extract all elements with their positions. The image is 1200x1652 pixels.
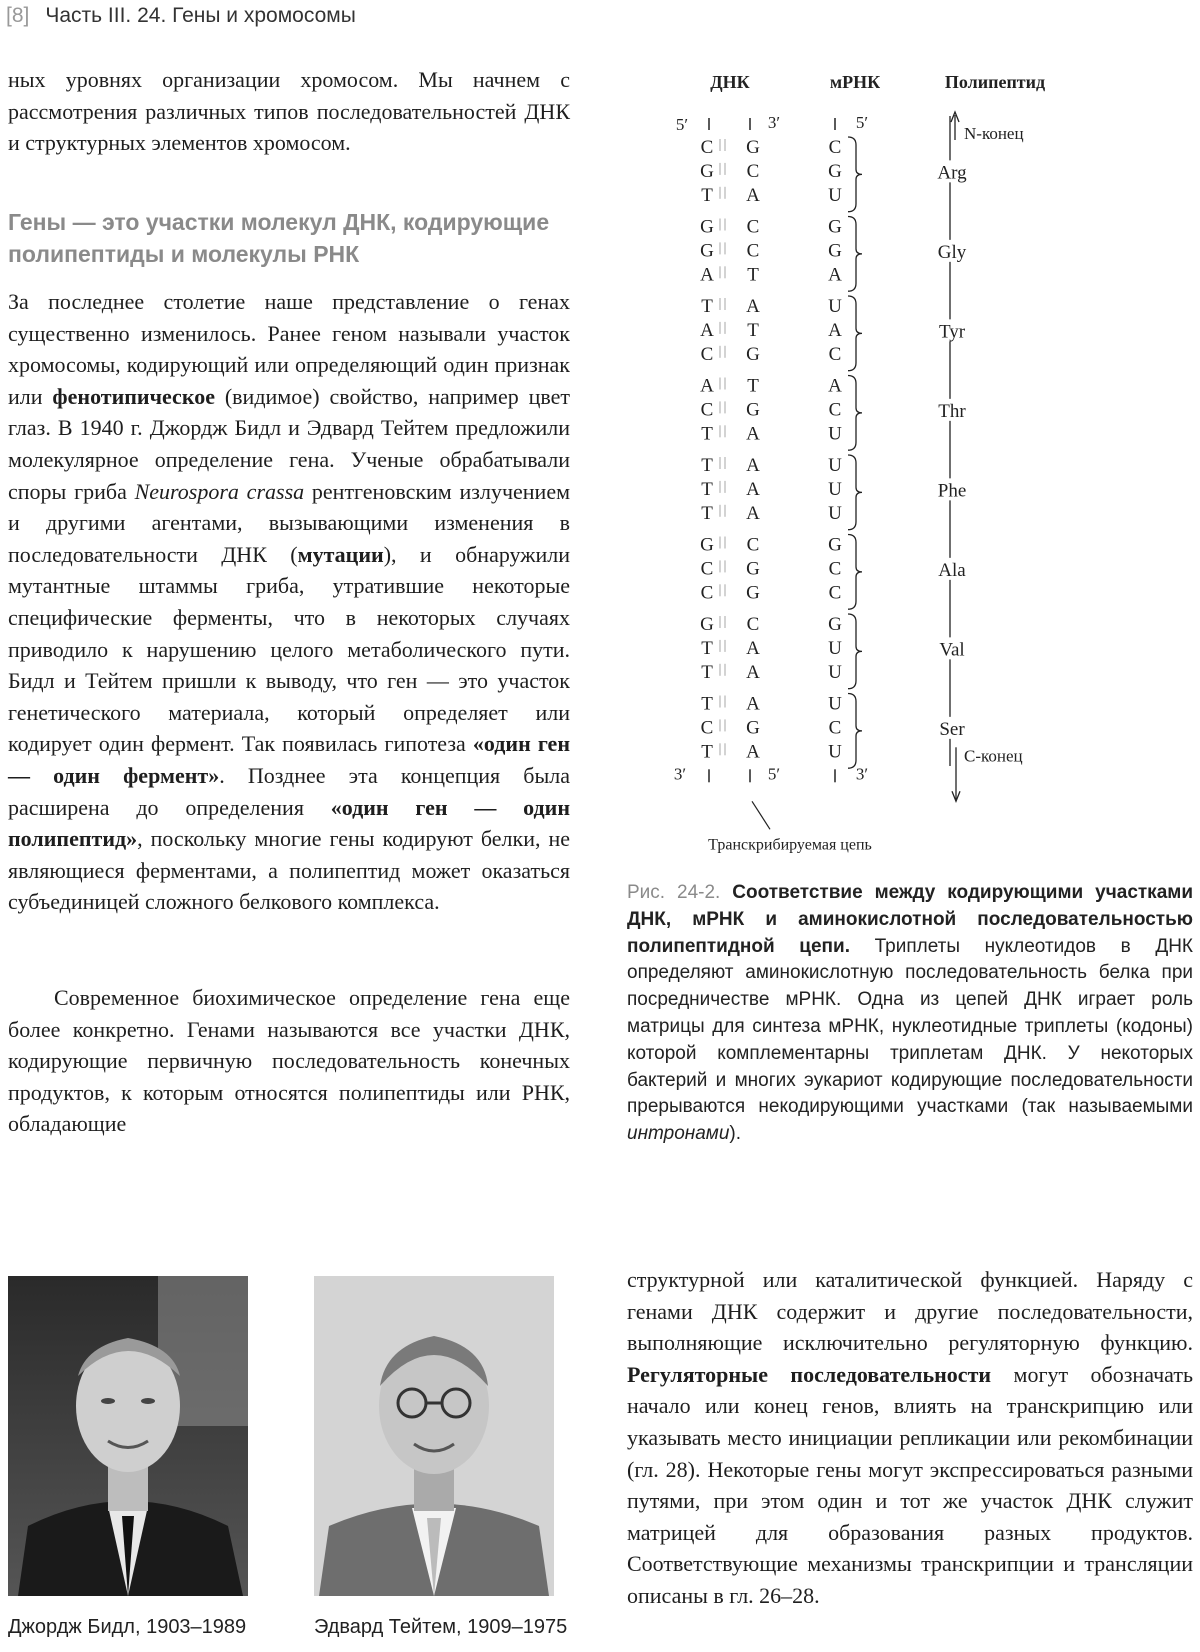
- figure-caption: [627, 880, 1193, 1148]
- text-run: ).: [729, 1123, 741, 1145]
- italic-term: интронами: [627, 1123, 730, 1145]
- page-number: [8]: [6, 4, 30, 27]
- paragraph-regulatory: [627, 1264, 1193, 1612]
- dna-coding-base: T: [701, 184, 713, 206]
- dna-coding-base: T: [701, 423, 713, 445]
- bold-term: «один ген — один фермент»: [8, 731, 570, 788]
- dna-coding-5prime-top: 5′: [675, 115, 689, 134]
- running-header: [6, 4, 356, 28]
- dna-coding-base: G: [700, 160, 714, 182]
- polypeptide-column-header: Полипептид: [944, 72, 1046, 92]
- dna-coding-base: T: [701, 661, 713, 683]
- mrna-base: G: [828, 614, 842, 635]
- mrna-base: C: [828, 137, 842, 158]
- mrna-base: U: [828, 741, 842, 763]
- mrna-base: U: [828, 637, 842, 659]
- dna-template-base: G: [746, 558, 760, 580]
- bold-term: «один ген — один полипептид»: [8, 794, 570, 852]
- left-paragraph-1: [8, 286, 570, 918]
- dna-template-base: A: [746, 184, 760, 206]
- mrna-base: C: [828, 343, 842, 365]
- bold-term: Соответствие между кодирующими участками ДНК, мРНК и аминокислотной последовательностью полипептидной цепи.: [627, 882, 1193, 957]
- bold-term: Регуляторные последовательности: [627, 1361, 992, 1387]
- dna-template-base: A: [746, 741, 760, 763]
- mrna-base: C: [828, 558, 842, 580]
- dna-template-base: G: [746, 343, 760, 365]
- codon-brace: [848, 455, 862, 530]
- text-run: За последнее столетие наше представление о генах существенно изменилось. Ранее геном называли участок хромосомы, кодирующий или определяющий один признак или: [8, 289, 570, 409]
- amino-acid-label: Arg: [937, 162, 967, 184]
- amino-acid-label: Tyr: [938, 321, 966, 343]
- mrna-base: U: [828, 478, 842, 500]
- dna-template-base: C: [746, 534, 760, 556]
- dna-template-5prime-bottom: 5′: [767, 764, 781, 784]
- left-paragraph-2: [8, 982, 570, 1140]
- dna-coding-base: T: [701, 502, 713, 524]
- dna-coding-3prime-bottom: 3′: [673, 764, 687, 784]
- mrna-base: G: [828, 240, 842, 262]
- dna-coding-base: A: [700, 375, 714, 397]
- dna-template-base: C: [746, 240, 760, 262]
- text-run: (видимое) свойство, например цвет глаз. В 1940 г. Джордж Бидл и Эдвард Тейтем предложили молекулярное определение гена. Ученые обрабатывали споры гриба: [8, 383, 570, 504]
- amino-acid-label: Phe: [937, 480, 967, 502]
- dna-template-3prime-top: 3′: [767, 113, 781, 132]
- dna-template-base: G: [746, 399, 760, 421]
- mrna-base: G: [828, 160, 842, 182]
- amino-acid-label: Ser: [939, 718, 965, 740]
- dna-column-header: ДНК: [710, 72, 750, 92]
- photo-george-beadle: [8, 1276, 248, 1596]
- dna-template-base: A: [746, 296, 760, 317]
- codon-brace: [848, 694, 862, 769]
- dna-coding-base: G: [700, 240, 714, 262]
- codon-brace: [848, 296, 862, 371]
- text-run: . Позднее эта концепция была расширена до определения: [8, 762, 571, 820]
- mrna-base: A: [828, 375, 842, 397]
- dna-coding-base: G: [700, 534, 714, 556]
- photo-caption-tatum: Эдвард Тейтем, 1909–1975: [314, 1616, 568, 1638]
- mrna-base: A: [828, 319, 842, 341]
- figure-caption-text: [627, 882, 1193, 1144]
- dna-template-base: T: [747, 264, 759, 286]
- dna-template-base: G: [746, 717, 760, 739]
- mrna-5prime-top: 5′: [855, 113, 869, 132]
- dna-template-base: A: [746, 637, 760, 659]
- mrna-base: U: [828, 502, 842, 524]
- dna-template-base: T: [747, 375, 759, 397]
- amino-acid-label: Ala: [938, 559, 966, 581]
- mrna-3prime-bottom: 3′: [855, 764, 869, 784]
- text-run: ных уровнях организации хромосом. Мы начнем с рассмотрения различных типов последовательностей ДНК и структурных элементов хромосом.: [8, 67, 570, 156]
- n-terminus-label: N-конец: [964, 124, 1024, 143]
- dna-template-base: G: [746, 582, 760, 604]
- dna-coding-base: C: [700, 558, 714, 580]
- mrna-column-header: мРНК: [829, 72, 881, 92]
- dna-coding-base: C: [700, 137, 714, 158]
- mrna-base: U: [828, 455, 842, 476]
- running-title: Часть III. 24. Гены и хромосомы: [45, 4, 356, 27]
- dna-template-base: A: [746, 478, 760, 500]
- text-run: Триплеты нуклеотидов в ДНК определяют аминокислотную последовательность белка при посредничестве мРНК. Одна из цепей ДНК играет роль матрицы для синтеза мРНК, нуклеотидные триплеты (кодоны) которой комплементарны триплетам ДНК. У некоторых бактерий и многих эукариот кодирующие последовательности прерываются некодирующими участками (так называемыми: [627, 935, 1194, 1118]
- dna-coding-base: C: [700, 582, 714, 604]
- text-run: , поскольку многие гены кодируют белки, не являющиеся ферментами, а полипептид может оказаться субъединицей сложного белкового комплекса.: [8, 826, 570, 915]
- amino-acid-label: Thr: [938, 400, 966, 422]
- italic-term: Neurospora crassa: [134, 478, 305, 504]
- paragraph-genes-history: [8, 286, 570, 918]
- mrna-base: U: [828, 423, 842, 445]
- paragraph-modern-definition: [8, 982, 570, 1140]
- dna-template-base: C: [746, 216, 760, 238]
- codon-correspondence-diagram: [600, 60, 1200, 860]
- codon-brace: [848, 217, 862, 292]
- dna-template-base: A: [746, 423, 760, 445]
- dna-template-base: A: [746, 502, 760, 524]
- left-column-intro: [8, 64, 570, 159]
- dna-template-base: C: [746, 160, 760, 182]
- dna-template-base: G: [746, 137, 760, 158]
- codon-brace: [848, 376, 862, 451]
- dna-coding-base: C: [700, 717, 714, 739]
- text-run: ), и обнаружили мутантные штаммы гриба, утратившие некоторые специфические ферменты, что в некоторых случаях приводило к нарушению целого метаболического пути. Бидл и Тейтем пришли к выводу, что ген — это участок генетического материала, который определяет или кодирует один фермент. Так появилась гипотеза: [8, 541, 570, 757]
- dna-coding-base: A: [700, 264, 714, 286]
- right-column-text: [627, 1264, 1193, 1612]
- text-run: могут обозначать начало или конец генов, влиять на транскрипцию или указывать место инициации репликации или рекомбинации (гл. 28). Некоторые гены могут экспрессироваться разными путями, при этом один и тот же участок ДНК служит матрицей для образования разных продуктов. Соответствующие механизмы транскрипции и трансляции описаны в гл. 26–28.: [627, 1361, 1193, 1608]
- dna-coding-base: G: [700, 216, 714, 238]
- mrna-base: G: [828, 534, 842, 556]
- dna-template-base: T: [747, 319, 759, 341]
- photo-caption-beadle: Джордж Бидл, 1903–1989: [8, 1616, 247, 1638]
- c-terminus-label: C-конец: [964, 746, 1023, 766]
- intro-paragraph: [8, 64, 570, 159]
- codon-brace: [848, 535, 862, 610]
- mrna-base: C: [828, 582, 842, 604]
- bold-term: мутации: [297, 541, 384, 567]
- template-strand-label: Транскрибируемая цепь: [708, 836, 872, 854]
- mrna-base: U: [828, 661, 842, 683]
- amino-acid-label: Gly: [937, 241, 967, 263]
- dna-coding-base: T: [701, 455, 713, 476]
- dna-template-base: A: [746, 455, 760, 476]
- text-run: Современное биохимическое определение гена еще более конкретно. Генами называются все участки ДНК, кодирующие первичную последовательность конечных продуктов, к которым относятся полипептиды или РНК, обладающие: [8, 985, 570, 1137]
- mrna-base: C: [828, 399, 842, 421]
- dna-coding-base: C: [700, 343, 714, 365]
- mrna-base: U: [828, 693, 842, 715]
- dna-coding-base: A: [700, 319, 714, 341]
- photo-edward-tatum: [314, 1276, 554, 1596]
- dna-coding-base: G: [700, 614, 714, 635]
- mrna-base: U: [828, 296, 842, 317]
- section-heading: Гены — это участки молекул ДНК, кодирующие полипептиды и молекулы РНК: [8, 209, 550, 267]
- mrna-base: A: [828, 264, 842, 286]
- bold-term: фенотипическое: [52, 383, 215, 409]
- template-strand-pointer: [752, 801, 770, 829]
- text-run: структурной или каталитической функцией. Наряду с генами ДНК содержит и другие последовательности, выполняющие исключительно регуляторную функцию.: [627, 1267, 1193, 1356]
- mrna-base: U: [828, 184, 842, 206]
- dna-template-base: A: [746, 693, 760, 715]
- dna-template-base: A: [746, 661, 760, 683]
- mrna-base: C: [828, 717, 842, 739]
- codon-brace: [848, 137, 862, 212]
- mrna-base: G: [828, 216, 842, 238]
- codon-brace: [848, 614, 862, 689]
- dna-template-base: C: [746, 614, 760, 635]
- dna-coding-base: T: [701, 741, 713, 763]
- dna-coding-base: T: [701, 478, 713, 500]
- text-run: рентгеновским излучением и другими агентами, вызывающими изменения в последовательности ДНК (: [8, 478, 571, 567]
- amino-acid-label: Val: [939, 639, 965, 661]
- dna-coding-base: T: [701, 693, 713, 715]
- dna-coding-base: T: [701, 637, 713, 659]
- figure-label: Рис. 24-2.: [627, 882, 733, 903]
- dna-coding-base: T: [701, 296, 713, 317]
- dna-coding-base: C: [700, 399, 714, 421]
